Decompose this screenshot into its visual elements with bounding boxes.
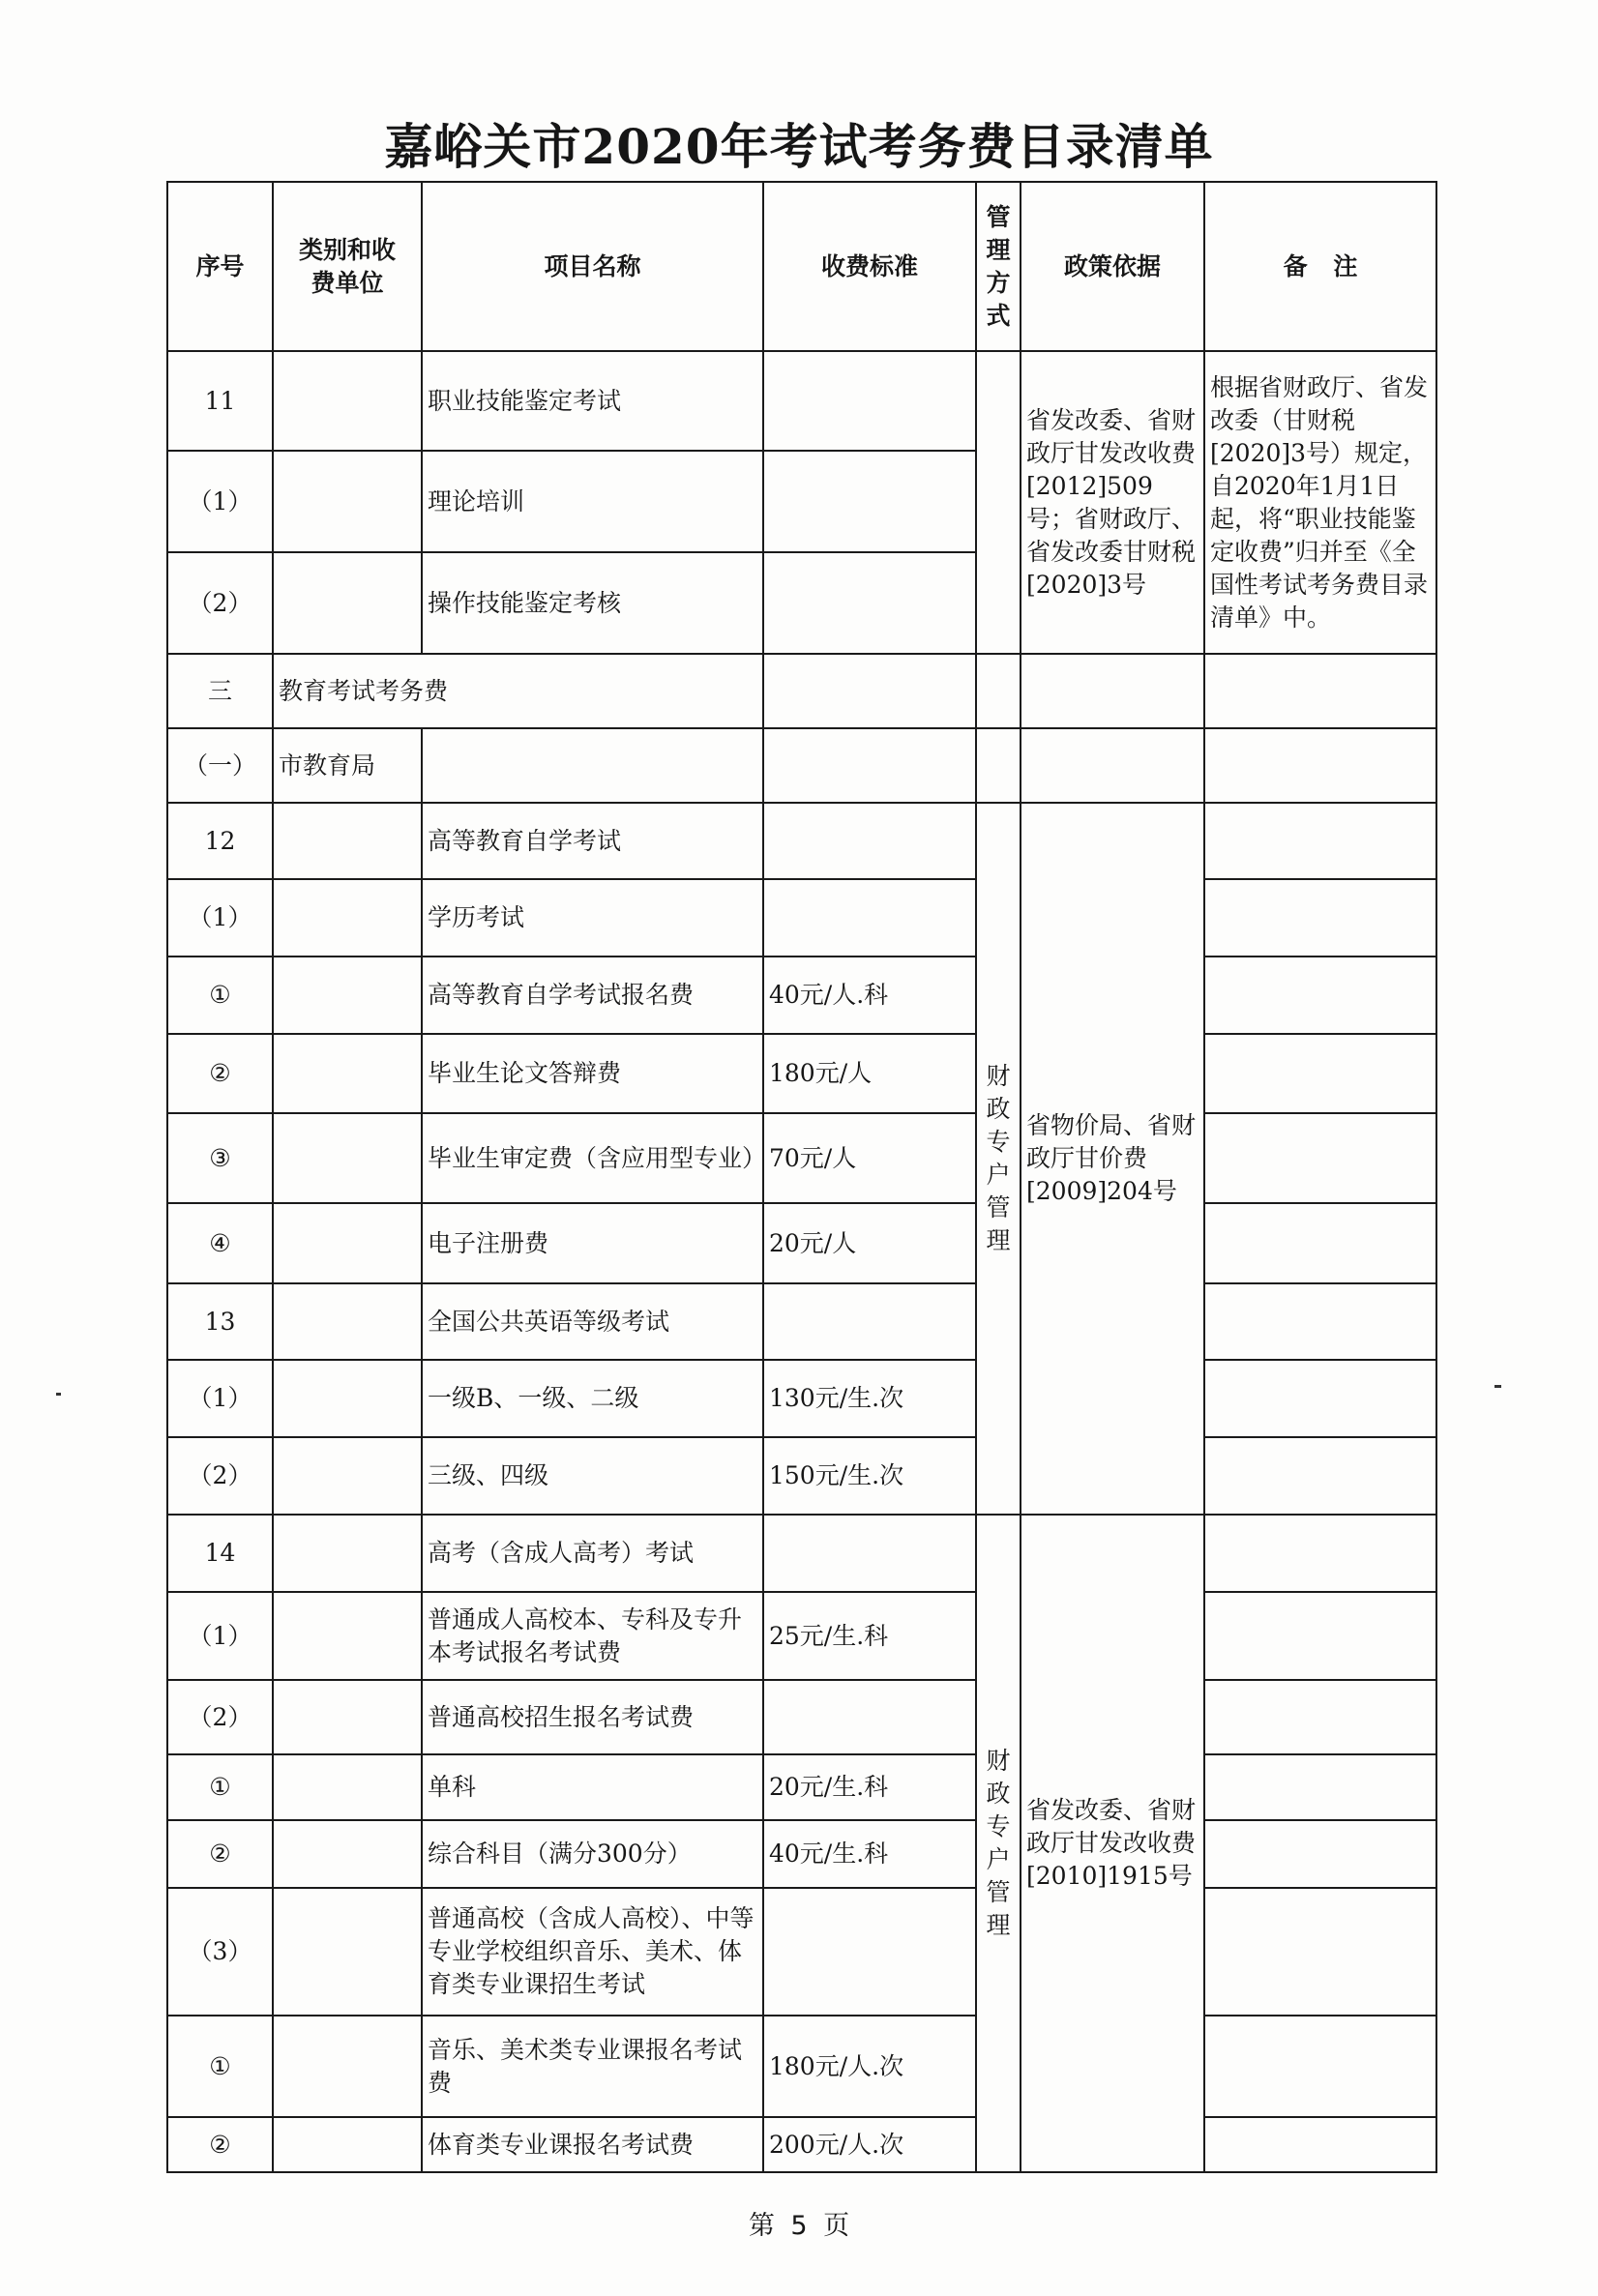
seq-cell: ④ bbox=[167, 1203, 273, 1283]
seq-cell: （2） bbox=[167, 1437, 273, 1515]
scan-speck bbox=[1494, 1385, 1501, 1388]
category-cell bbox=[273, 1113, 422, 1203]
item-cell: 高等教育自学考试报名费 bbox=[422, 957, 763, 1034]
table-row bbox=[167, 1283, 1436, 1360]
page-number: 第 5 页 bbox=[748, 2211, 850, 2241]
subsection-seq: （一） bbox=[167, 728, 273, 803]
item-cell: 全国公共英语等级考试 bbox=[422, 1283, 763, 1360]
fee-cell: 200元/人.次 bbox=[763, 2117, 976, 2172]
category-cell bbox=[273, 1820, 422, 1888]
policy-cell: 省发改委、省财政厅甘发改收费[2012]509号；省财政厅、省发改委甘财税[2020]3号 bbox=[1021, 351, 1204, 654]
seq-cell: （2） bbox=[167, 1680, 273, 1754]
remark-cell bbox=[1204, 1034, 1436, 1113]
category-cell bbox=[273, 1592, 422, 1680]
remark-cell bbox=[1204, 1888, 1436, 2016]
remark-cell bbox=[1204, 957, 1436, 1034]
fee-cell: 180元/人 bbox=[763, 1034, 976, 1113]
fee-cell: 40元/人.科 bbox=[763, 957, 976, 1034]
category-cell bbox=[273, 1360, 422, 1437]
header-management bbox=[976, 182, 1021, 351]
item-cell: 体育类专业课报名考试费 bbox=[422, 2117, 763, 2172]
management-cell bbox=[976, 654, 1021, 728]
category-cell bbox=[273, 1283, 422, 1360]
remark-cell bbox=[1204, 1592, 1436, 1680]
header-category-text: 类别和收费单位 bbox=[298, 235, 396, 297]
fee-cell bbox=[763, 1888, 976, 2016]
table-row bbox=[167, 879, 1436, 957]
seq-cell: （1） bbox=[167, 1360, 273, 1437]
seq-cell: （3） bbox=[167, 1888, 273, 2016]
seq-cell: ② bbox=[167, 2117, 273, 2172]
fee-cell bbox=[763, 879, 976, 957]
table-row bbox=[167, 1754, 1436, 1820]
remark-cell: 根据省财政厅、省发改委（甘财税[2020]3号）规定，自2020年1月1日起，将“职业技能鉴定收费”归并至《全国性考试考务费目录清单》中。 bbox=[1204, 351, 1436, 654]
scan-speck bbox=[56, 1393, 61, 1396]
item-cell: 综合科目（满分300分） bbox=[422, 1820, 763, 1888]
management-text: 财政专户管理 bbox=[986, 1747, 1011, 1939]
item-cell: 电子注册费 bbox=[422, 1203, 763, 1283]
document-title: 嘉峪关市2020年考试考务费目录清单 bbox=[384, 118, 1214, 175]
management-cell bbox=[976, 1515, 1021, 2172]
seq-cell: ① bbox=[167, 1754, 273, 1820]
fee-cell: 25元/生.科 bbox=[763, 1592, 976, 1680]
table-row bbox=[167, 803, 1436, 879]
category-cell bbox=[273, 1034, 422, 1113]
remark-cell bbox=[1204, 1283, 1436, 1360]
policy-cell bbox=[1021, 654, 1204, 728]
remark-cell bbox=[1204, 1360, 1436, 1437]
category-cell bbox=[273, 803, 422, 879]
item-cell: 高考（含成人高考）考试 bbox=[422, 1515, 763, 1592]
category-cell bbox=[273, 1437, 422, 1515]
fee-cell: 20元/生.科 bbox=[763, 1754, 976, 1820]
seq-cell: 11 bbox=[167, 351, 273, 451]
seq-cell: ① bbox=[167, 957, 273, 1034]
remark-cell bbox=[1204, 879, 1436, 957]
item-cell: 职业技能鉴定考试 bbox=[422, 351, 763, 451]
remark-cell bbox=[1204, 1820, 1436, 1888]
fee-cell bbox=[763, 654, 976, 728]
category-cell bbox=[273, 552, 422, 654]
table-row bbox=[167, 1360, 1436, 1437]
remark-cell bbox=[1204, 1680, 1436, 1754]
remark-cell bbox=[1204, 1754, 1436, 1820]
item-cell: 高等教育自学考试 bbox=[422, 803, 763, 879]
category-cell bbox=[273, 451, 422, 552]
item-cell: 音乐、美术类专业课报名考试费 bbox=[422, 2016, 763, 2117]
section-label: 教育考试考务费 bbox=[273, 654, 763, 728]
item-cell: 操作技能鉴定考核 bbox=[422, 552, 763, 654]
table-row bbox=[167, 1680, 1436, 1754]
table-row bbox=[167, 1888, 1436, 2016]
table-row bbox=[167, 2117, 1436, 2172]
seq-cell: ③ bbox=[167, 1113, 273, 1203]
fee-cell: 20元/人 bbox=[763, 1203, 976, 1283]
seq-cell: ② bbox=[167, 1034, 273, 1113]
remark-cell bbox=[1204, 803, 1436, 879]
remark-cell bbox=[1204, 1203, 1436, 1283]
item-cell: 普通高校（含成人高校）、中等专业学校组织音乐、美术、体育类专业课招生考试 bbox=[422, 1888, 763, 2016]
seq-cell: 13 bbox=[167, 1283, 273, 1360]
fee-cell bbox=[763, 1283, 976, 1360]
item-cell: 一级B、一级、二级 bbox=[422, 1360, 763, 1437]
item-cell: 毕业生论文答辩费 bbox=[422, 1034, 763, 1113]
category-cell bbox=[273, 957, 422, 1034]
header-policy: 政策依据 bbox=[1021, 182, 1204, 351]
category-cell bbox=[273, 2016, 422, 2117]
category-cell bbox=[273, 1680, 422, 1754]
table-row bbox=[167, 1203, 1436, 1283]
table-row bbox=[167, 351, 1436, 451]
remark-cell bbox=[1204, 728, 1436, 803]
management-cell bbox=[976, 351, 1021, 654]
item-cell: 三级、四级 bbox=[422, 1437, 763, 1515]
header-remark: 备 注 bbox=[1204, 182, 1436, 351]
table-row bbox=[167, 1820, 1436, 1888]
fee-cell bbox=[763, 1515, 976, 1592]
fee-cell: 150元/生.次 bbox=[763, 1437, 976, 1515]
remark-cell bbox=[1204, 1113, 1436, 1203]
fee-cell: 70元/人 bbox=[763, 1113, 976, 1203]
fee-cell: 40元/生.科 bbox=[763, 1820, 976, 1888]
table-row bbox=[167, 2016, 1436, 2117]
remark-cell bbox=[1204, 1437, 1436, 1515]
subsection-label: 市教育局 bbox=[273, 728, 422, 803]
policy-cell: 省物价局、省财政厅甘价费[2009]204号 bbox=[1021, 803, 1204, 1515]
fee-cell bbox=[763, 351, 976, 451]
seq-cell: （1） bbox=[167, 451, 273, 552]
category-cell bbox=[273, 1754, 422, 1820]
category-cell bbox=[273, 1515, 422, 1592]
seq-cell: （2） bbox=[167, 552, 273, 654]
fee-cell bbox=[763, 803, 976, 879]
fee-cell bbox=[763, 451, 976, 552]
remark-cell bbox=[1204, 2117, 1436, 2172]
table-row bbox=[167, 1113, 1436, 1203]
fee-cell: 180元/人.次 bbox=[763, 2016, 976, 2117]
fee-cell: 130元/生.次 bbox=[763, 1360, 976, 1437]
section-seq: 三 bbox=[167, 654, 273, 728]
management-cell bbox=[976, 803, 1021, 1515]
header-fee: 收费标准 bbox=[763, 182, 976, 351]
seq-cell: ① bbox=[167, 2016, 273, 2117]
seq-cell: ② bbox=[167, 1820, 273, 1888]
category-cell bbox=[273, 1888, 422, 2016]
item-cell: 理论培训 bbox=[422, 451, 763, 552]
category-cell bbox=[273, 351, 422, 451]
item-cell bbox=[422, 728, 763, 803]
policy-cell bbox=[1021, 728, 1204, 803]
fee-catalog-table bbox=[166, 181, 1437, 2173]
header-row bbox=[167, 182, 1436, 351]
seq-cell: 14 bbox=[167, 1515, 273, 1592]
management-text: 财政专户管理 bbox=[986, 1062, 1011, 1254]
category-cell bbox=[273, 1203, 422, 1283]
item-cell: 普通成人高校本、专科及专升本考试报名考试费 bbox=[422, 1592, 763, 1680]
table-row bbox=[167, 1034, 1436, 1113]
fee-cell bbox=[763, 552, 976, 654]
management-cell bbox=[976, 728, 1021, 803]
category-cell bbox=[273, 879, 422, 957]
remark-cell bbox=[1204, 2016, 1436, 2117]
table-row bbox=[167, 1515, 1436, 1592]
seq-cell: （1） bbox=[167, 1592, 273, 1680]
table-row bbox=[167, 1437, 1436, 1515]
seq-cell: 12 bbox=[167, 803, 273, 879]
item-cell: 单科 bbox=[422, 1754, 763, 1820]
header-management-text: 管理方式 bbox=[986, 202, 1011, 330]
remark-cell bbox=[1204, 654, 1436, 728]
fee-cell bbox=[763, 1680, 976, 1754]
policy-cell: 省发改委、省财政厅甘发改收费[2010]1915号 bbox=[1021, 1515, 1204, 2172]
seq-cell: （1） bbox=[167, 879, 273, 957]
table-row bbox=[167, 957, 1436, 1034]
fee-cell bbox=[763, 728, 976, 803]
subsection-row bbox=[167, 728, 1436, 803]
table-row bbox=[167, 1592, 1436, 1680]
remark-cell bbox=[1204, 1515, 1436, 1592]
section-row bbox=[167, 654, 1436, 728]
header-category bbox=[273, 182, 422, 351]
item-cell: 学历考试 bbox=[422, 879, 763, 957]
item-cell: 毕业生审定费（含应用型专业） bbox=[422, 1113, 763, 1203]
category-cell bbox=[273, 2117, 422, 2172]
item-cell: 普通高校招生报名考试费 bbox=[422, 1680, 763, 1754]
header-item: 项目名称 bbox=[422, 182, 763, 351]
header-seq: 序号 bbox=[167, 182, 273, 351]
